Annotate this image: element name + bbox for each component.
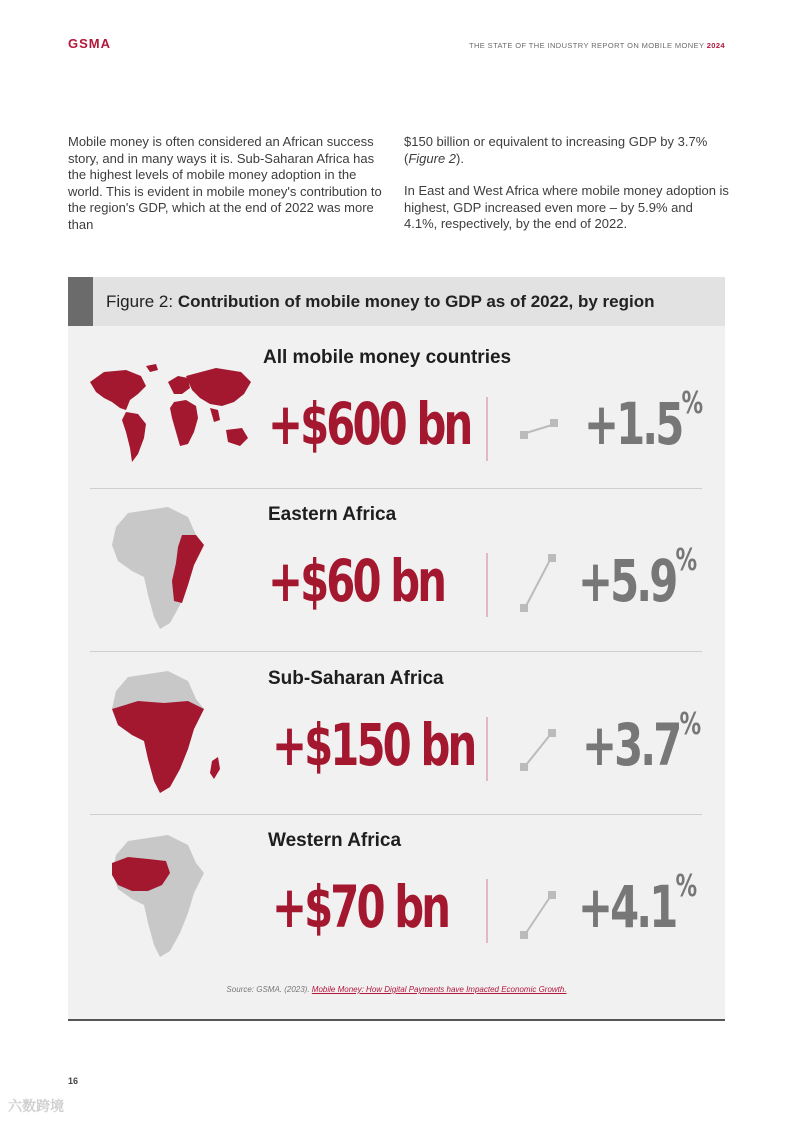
figure-header — [68, 277, 725, 326]
gdp-percent — [584, 386, 704, 458]
divider — [486, 397, 488, 461]
gsma-logo: GSMA — [68, 36, 111, 51]
africa-map-subsaharan-icon — [108, 669, 228, 801]
row-separator — [90, 814, 702, 815]
divider — [486, 879, 488, 943]
figure-title-text: Contribution of mobile money to GDP as of 2022, by region — [177, 292, 655, 311]
figure-source — [68, 985, 725, 994]
paragraph-right-2: In East and West Africa where mobile money adoption is highest, GDP increased even more – by 5.9% and 4.1%, respectively, by the end of 2022. — [404, 183, 729, 231]
source-link[interactable]: Mobile Money: How Digital Payments have Impacted Economic Growth. — [311, 985, 567, 994]
africa-map-west-icon — [108, 833, 228, 963]
body-column-right — [404, 134, 729, 249]
percent-sign: % — [675, 869, 698, 904]
body-column-left — [68, 134, 386, 249]
world-map-icon — [86, 362, 256, 472]
trend-up-icon — [518, 552, 560, 614]
percent-value: +5.9 — [578, 547, 676, 615]
figure-ref: Figure 2 — [408, 150, 457, 166]
region-title: All mobile money countries — [263, 347, 512, 368]
gdp-percent — [578, 543, 698, 615]
figure-2 — [68, 277, 725, 1021]
region-title: Eastern Africa — [268, 504, 397, 525]
figure-header-bar — [68, 277, 93, 326]
percent-value: +1.5 — [584, 390, 682, 458]
paragraph-left: Mobile money is often considered an African success story, and in many ways it is. Sub-Saharan Africa has the highest levels of mobile money adoption in the world. This is evident in mobile money's contribution to the region's GDP, which at the end of 2022 was more than — [68, 134, 382, 232]
gdp-amount: +$60 bn — [268, 547, 445, 615]
region-title: Western Africa — [268, 830, 402, 851]
percent-value: +4.1 — [578, 873, 676, 941]
page-number: 16 — [68, 1076, 79, 1086]
report-header — [469, 41, 725, 50]
report-title: THE STATE OF THE INDUSTRY REPORT ON MOBILE MONEY — [469, 41, 705, 50]
gdp-amount: +$600 bn — [268, 390, 471, 458]
figure-label: Figure 2: — [106, 292, 178, 311]
paragraph-right-1 — [404, 134, 729, 167]
percent-value: +3.7 — [582, 711, 680, 779]
gdp-amount: +$70 bn — [272, 873, 449, 941]
africa-map-east-icon — [108, 505, 208, 635]
row-separator — [90, 488, 702, 489]
report-year: 2024 — [706, 41, 725, 50]
row-separator — [90, 651, 702, 652]
para-text: $150 billion or equivalent to increasing GDP by 3.7% ( — [404, 134, 708, 166]
para-end: ). — [456, 150, 464, 166]
trend-up-icon — [518, 889, 560, 941]
gdp-percent — [578, 869, 698, 941]
watermark-text: 六数跨境 — [8, 1098, 64, 1114]
trend-up-icon — [520, 417, 560, 441]
percent-sign: % — [675, 543, 698, 578]
source-prefix: Source: GSMA. (2023). — [226, 985, 312, 994]
region-title: Sub-Saharan Africa — [268, 668, 444, 689]
percent-sign: % — [679, 707, 702, 742]
divider — [486, 717, 488, 781]
trend-up-icon — [518, 727, 560, 773]
gdp-amount: +$150 bn — [272, 711, 475, 779]
percent-sign: % — [681, 386, 704, 421]
figure-title — [106, 292, 655, 312]
divider — [486, 553, 488, 617]
watermark — [8, 1096, 64, 1116]
gdp-percent — [582, 707, 702, 779]
